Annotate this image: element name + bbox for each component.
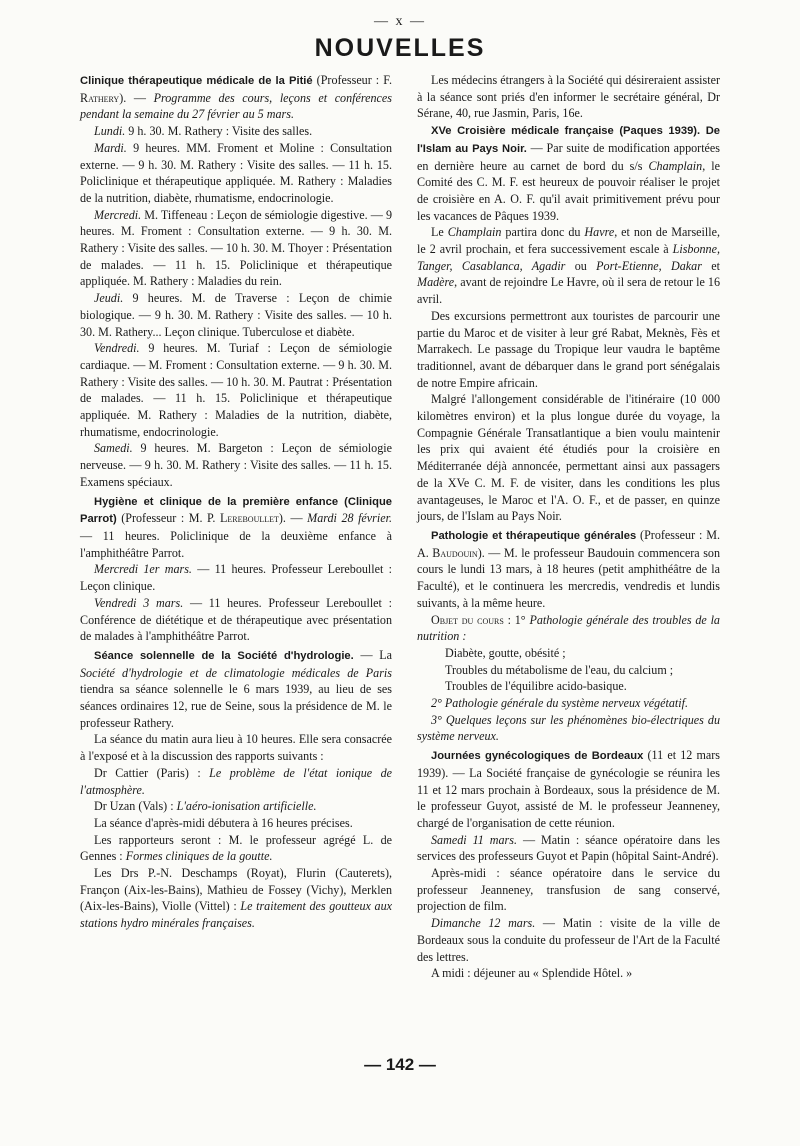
- hydro-uzan: Dr Uzan (Vals) : L'aéro-ionisation artificielle.: [94, 799, 317, 814]
- pitie-jeudi: Jeudi. 9 heures. M. de Traverse : Leçon de chimie biologique. — 9 h. 30. M. Rathery : Visite des salles. — 10 h. 30. M. Rathery... Leçon clinique. Tuberculose et diabète.: [80, 291, 392, 339]
- pitie-samedi: Samedi. 9 heures. M. Bargeton : Leçon de sémiologie nerveuse. — 9 h. 30. M. Rathery : Visite des salles. — 11 h. 15. Examens spéciaux.: [80, 441, 392, 489]
- patho-item3: 3° Quelques leçons sur les phénomènes bio-électriques du système nerveux.: [417, 712, 720, 744]
- hydro-p2: La séance du matin aura lieu à 10 heures. Elle sera consacrée à l'exposé et à la discussion des rapports suivants :: [80, 732, 392, 764]
- pitie-intro: Clinique thérapeutique médicale de la Pitié (Professeur : F. Rathery). — Programme des cours, leçons et conférences pendant la semaine du 27 février au 5 mars.: [80, 73, 392, 122]
- parrot-intro: Hygiène et clinique de la première enfance (Clinique Parrot) (Professeur : M. P. Lereboullet). — Mardi 28 février. — 11 heures. Policlinique de la deuxième enfance à l'amphithéâtre Parrot.: [80, 495, 392, 560]
- left-column: [80, 72, 392, 932]
- patho-heading: Pathologie et thérapeutique générales: [431, 529, 637, 542]
- hydro-heading: Séance solennelle de la Société d'hydrologie.: [94, 649, 354, 662]
- parrot-vendredi: Vendredi 3 mars. — 11 heures. Professeur Lereboullet : Conférence de diététique et de thérapeutique avec présentation de malades à l'amphithéâtre Parrot.: [80, 595, 392, 644]
- hydro-intro: Séance solennelle de la Société d'hydrologie. — La Société d'hydrologie et de climatologie médicales de Paris tiendra sa séance solennelle le 6 mars 1939, au lieu de ses séances ordinaires 12, rue de Seine, sous la présidence de M. le professeur Rathery.: [80, 647, 393, 730]
- hydro-cattier: Dr Cattier (Paris) : Le problème de l'état ionique de l'atmosphère.: [80, 765, 393, 797]
- hydro-p4: Les rapporteurs seront : M. le professeur agrégé L. de Gennes : Formes cliniques de la goutte.: [80, 832, 392, 864]
- bordeaux-apres-midi: Après-midi : séance opératoire dans le service du professeur Jeanneney, transfusion de sang conservé, projection de film.: [417, 866, 720, 914]
- parrot-mercredi: Mercredi 1er mars. — 11 heures. Professeur Lereboullet : Leçon clinique.: [80, 562, 393, 594]
- bordeaux-samedi: Samedi 11 mars. — Matin : séance opératoire dans les services des professeurs Guyot et Papin (hôpital Saint-André).: [417, 832, 720, 864]
- patho-objet: Objet du cours : 1° Pathologie générale des troubles de la nutrition :: [417, 612, 720, 644]
- croisiere-p3: Des excursions permettront aux touristes de parcourir une partie du Maroc et de visiter à leur gré Rabat, Meknès, Fès et Marrakech. Le passage du Tropique leur vaudra le baptême traditionnel, avant de débarquer dans le grand port sénégalais de notre Empire africain.: [417, 308, 720, 390]
- pitie-heading: Clinique thérapeutique médicale de la Pitié: [80, 75, 313, 87]
- croisiere-intro: XVe Croisière médicale française (Paques 1939). De l'Islam au Pays Noir. — Par suite de modification apportées en dernière heure au carnet de bord du s/s Champlain, le Comité des C. M. F. est heureux de pouvoir réaliser le projet de croisière en A. O. F. qu'il avait primitivement prévu pour les vacances de Pâques 1939.: [417, 125, 720, 223]
- patho-item: Troubles du métabolisme de l'eau, du calcium ;: [445, 662, 674, 677]
- pitie-mercredi: Mercredi. M. Tiffeneau : Leçon de sémiologie digestive. — 9 heures. M. Froment : Consultation externe. — 9 h. 30. M. Rathery : Visite des salles. — 10 h. 30. M. Thoyer : Présentation de malades. — 11 h. 15. Policlinique et thérapeutique appliquée. M. Rathery : Maladies du rein.: [80, 207, 392, 289]
- bordeaux-dimanche: Dimanche 12 mars. — Matin : visite de la ville de Bordeaux sous la conduite du professeur de l'Art de la Faculté des lettres.: [417, 916, 720, 964]
- bordeaux-midi: A midi : déjeuner au « Splendide Hôtel. »: [431, 966, 633, 981]
- patho-item2: 2° Pathologie générale du système nerveux végétatif.: [431, 696, 689, 711]
- patho-item: Troubles de l'équilibre acido-basique.: [445, 679, 627, 694]
- hydro-intro-continued: Les médecins étrangers à la Société qui désireraient assister à la séance sont priés d'en informer le secrétaire général, Dr Sérane, 40, rue Jasmin, Paris, 16e.: [417, 73, 720, 121]
- bordeaux-heading: Journées gynécologiques de Bordeaux: [431, 750, 644, 763]
- page-number: — 142 —: [364, 1055, 436, 1074]
- pitie-mardi: Mardi. 9 heures. MM. Froment et Moline : Consultation externe. — 9 h. 30. M. Rathery : Visite des salles. — 11 h. 15. Policlinique et thérapeutique appliquée. M. Rathery : Maladies de la nutrition, diabète, rhumatisme, endocrinologie.: [80, 140, 392, 205]
- hydro-p3: La séance d'après-midi débutera à 16 heures précises.: [94, 815, 353, 830]
- right-column: [417, 72, 720, 982]
- patho-item: Diabète, goutte, obésité ;: [445, 645, 566, 660]
- bordeaux-intro: Journées gynécologiques de Bordeaux (11 et 12 mars 1939). — La Société française de gynécologie se réunira les 11 et 12 mars prochain à Bordeaux, sous la présidence de M. le professeur Guyot, assisté de M. le professeur Jeanneney, chargé de l'organisation de cette réunion.: [417, 748, 720, 830]
- croisiere-heading: XVe Croisière médicale française (Paques 1939). De l'Islam au Pays Noir.: [417, 125, 720, 155]
- croisiere-p2: Le Champlain partira donc du Havre, et non de Marseille, le 2 avril prochain, et fera successivement escale à Lisbonne, Tanger, Casablanca, Agadir ou Port-Etienne, Dakar et Madère, avant de rejoindre Le Havre, où il sera de retour le 16 avril.: [417, 225, 720, 307]
- croisiere-p4: Malgré l'allongement considérable de l'itinéraire (10 000 kilomètres environ) et la plus longue durée du voyage, la Compagnie Générale Transatlantique a bien voulu maintenir les prix qui avaient été étudiés pour la croisière en Méditerranée déjà annoncée, permettant ainsi aux passagers de la XVe C. M. F. de visiter, dans les conditions les plus avantageuses, le Maroc et l'A. O. F., et de passer, en quinze jours, de l'Islam au Pays Noir.: [417, 392, 720, 524]
- hydro-p5: Les Drs P.-N. Deschamps (Royat), Flurin (Cauterets), Françon (Aix-les-Bains), Mathieu de Fossey (Vichy), Merklen (Aix-les-Bains), Violle (Vittel) : Le traitement des goutteux aux stations hydro minérales françaises.: [80, 866, 392, 931]
- parrot-heading: Hygiène et clinique de la première enfance (Clinique Parrot): [80, 495, 392, 526]
- pitie-vendredi: Vendredi. 9 heures. M. Turiaf : Leçon de sémiologie cardiaque. — M. Froment : Consultation externe. — 9 h. 30. M. Rathery : Visite des salles. — 10 h. 30. M. Pautrat : Présentation de malades. — 11 h. 15. Policlinique et thérapeutique appliquée. M. Rathery : Maladies de la nutrition, diabète, rhumatisme, endocrinologie.: [80, 341, 392, 439]
- pitie-lundi: Lundi. 9 h. 30. M. Rathery : Visite des salles.: [94, 124, 313, 139]
- patho-intro: Pathologie et thérapeutique générales (Professeur : M. A. Baudouin). — M. le professeur Baudouin commencera son cours le lundi 13 mars, à 18 heures (petit amphithéâtre de la Faculté), et le continuera les mercredis, vendredis et lundis suivants, à la même heure.: [417, 527, 721, 610]
- section-numeral: — x —: [374, 14, 426, 29]
- page-title: NOUVELLES: [314, 34, 486, 62]
